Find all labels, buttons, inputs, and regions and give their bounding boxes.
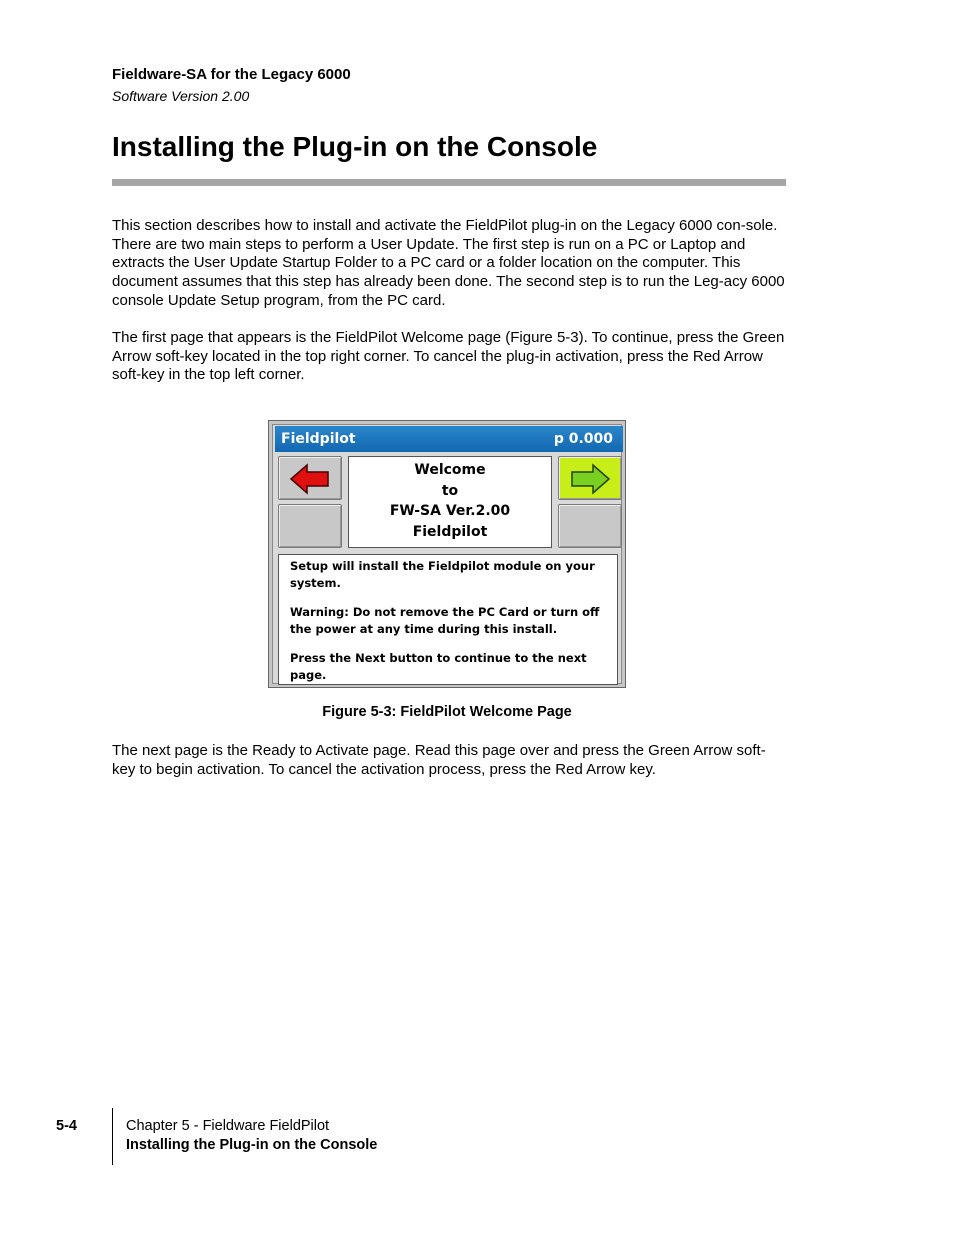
console-title: Fieldpilot bbox=[281, 431, 356, 447]
welcome-line: FW-SA Ver.2.00 bbox=[389, 503, 511, 519]
welcome-panel bbox=[348, 456, 552, 548]
next-page-paragraph: The next page is the Ready to Activate page. Read this page over and press the Green Arrow soft-key to begin activation. To cancel the activation process, press the Red Arrow key. bbox=[112, 742, 766, 778]
back-softkey[interactable] bbox=[278, 456, 342, 500]
setup-message: Setup will install the Fieldpilot module on your system. bbox=[290, 559, 595, 590]
next-instruction: Press the Next button to continue to the next page. bbox=[290, 651, 587, 682]
welcome-paragraph: The first page that appears is the FieldPilot Welcome page (Figure 5-3). To continue, press the Green Arrow soft-key located in the top right corner. To cancel the plug-in activation, press the Red Arrow soft-key in the top left corner. bbox=[112, 329, 785, 384]
blank-softkey-left[interactable] bbox=[278, 504, 342, 548]
intro-paragraph: This section describes how to install and activate the FieldPilot plug-in on the Legacy 6000 con-sole. There are two main steps to perform a User Update. The first step is run on a PC or Laptop and extracts the User Update Startup Folder to a PC card or a folder location on the computer. This document assumes that this step has already been done. The second step is to run the Leg-acy 6000 console Update Setup program, from the PC card. bbox=[112, 217, 785, 309]
welcome-line: Welcome bbox=[414, 462, 486, 478]
next-softkey[interactable] bbox=[558, 456, 622, 500]
red-left-arrow-icon bbox=[288, 462, 332, 496]
console-title-bar bbox=[275, 426, 623, 452]
green-right-arrow-icon bbox=[568, 462, 612, 496]
figure-caption: Figure 5-3: FieldPilot Welcome Page bbox=[322, 704, 572, 720]
blank-softkey-right[interactable] bbox=[558, 504, 622, 548]
setup-message-box bbox=[278, 554, 618, 685]
welcome-line: to bbox=[441, 482, 459, 499]
warning-message: Warning: Do not remove the PC Card or turn off the power at any time during this install. bbox=[290, 605, 600, 636]
page-number: 5-4 bbox=[56, 1118, 77, 1134]
console-screen bbox=[272, 424, 622, 684]
footer-section: Installing the Plug-in on the Console bbox=[126, 1137, 378, 1153]
fieldpilot-welcome-screenshot bbox=[268, 420, 626, 688]
page-title: Installing the Plug-in on the Console bbox=[112, 131, 598, 162]
running-header-subtitle: Software Version 2.00 bbox=[112, 88, 250, 104]
welcome-line: Fieldpilot bbox=[412, 523, 488, 540]
footer-divider bbox=[112, 1108, 113, 1165]
footer-chapter: Chapter 5 - Fieldware FieldPilot bbox=[126, 1118, 330, 1134]
console-status: p 0.000 bbox=[553, 431, 613, 447]
running-header-title: Fieldware-SA for the Legacy 6000 bbox=[112, 66, 351, 83]
title-divider bbox=[112, 179, 786, 186]
